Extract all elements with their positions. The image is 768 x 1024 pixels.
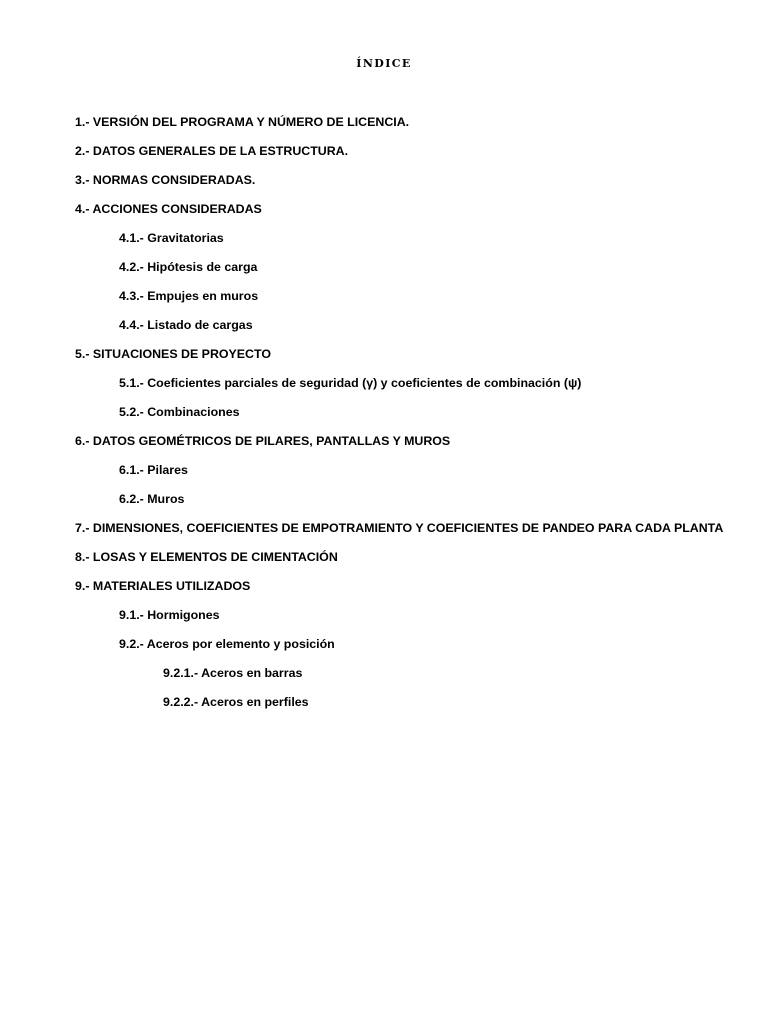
toc-item: 1.- VERSIÓN DEL PROGRAMA Y NÚMERO DE LICENCIA. (75, 115, 410, 129)
toc-subsubitem: 9.2.2.- Aceros en perfiles (163, 695, 309, 709)
toc-subitem: 4.3.- Empujes en muros (119, 289, 259, 303)
toc-subsubitem: 9.2.1.- Aceros en barras (163, 666, 303, 680)
toc-subitem: 4.2.- Hipótesis de carga (119, 260, 258, 274)
toc-item: 2.- DATOS GENERALES DE LA ESTRUCTURA. (75, 144, 349, 158)
toc-item: 4.- ACCIONES CONSIDERADAS (75, 202, 262, 216)
toc-subitem: 9.1.- Hormigones (119, 608, 220, 622)
toc-subitem: 6.1.- Pilares (119, 463, 188, 477)
toc-subitem: 6.2.- Muros (119, 492, 185, 506)
table-of-contents (0, 113, 768, 722)
toc-subitem: 4.4.- Listado de cargas (119, 318, 253, 332)
toc-subitem: 9.2.- Aceros por elemento y posición (119, 637, 335, 651)
toc-subitem: 5.2.- Combinaciones (119, 405, 240, 419)
toc-item: 3.- NORMAS CONSIDERADAS. (75, 173, 256, 187)
toc-subitem: 5.1.- Coeficientes parciales de seguridad (γ) y coeficientes de combinación (ψ) (119, 376, 582, 390)
page-title: ÍNDICE (356, 57, 412, 70)
toc-item: 6.- DATOS GEOMÉTRICOS DE PILARES, PANTALLAS Y MUROS (75, 434, 451, 448)
toc-subitem: 4.1.- Gravitatorias (119, 231, 224, 245)
toc-item: 5.- SITUACIONES DE PROYECTO (75, 347, 271, 361)
toc-item: 7.- DIMENSIONES, COEFICIENTES DE EMPOTRAMIENTO Y COEFICIENTES DE PANDEO PARA CADA PLANTA (75, 521, 724, 535)
toc-item: 9.- MATERIALES UTILIZADOS (75, 579, 251, 593)
toc-item: 8.- LOSAS Y ELEMENTOS DE CIMENTACIÓN (75, 550, 338, 564)
